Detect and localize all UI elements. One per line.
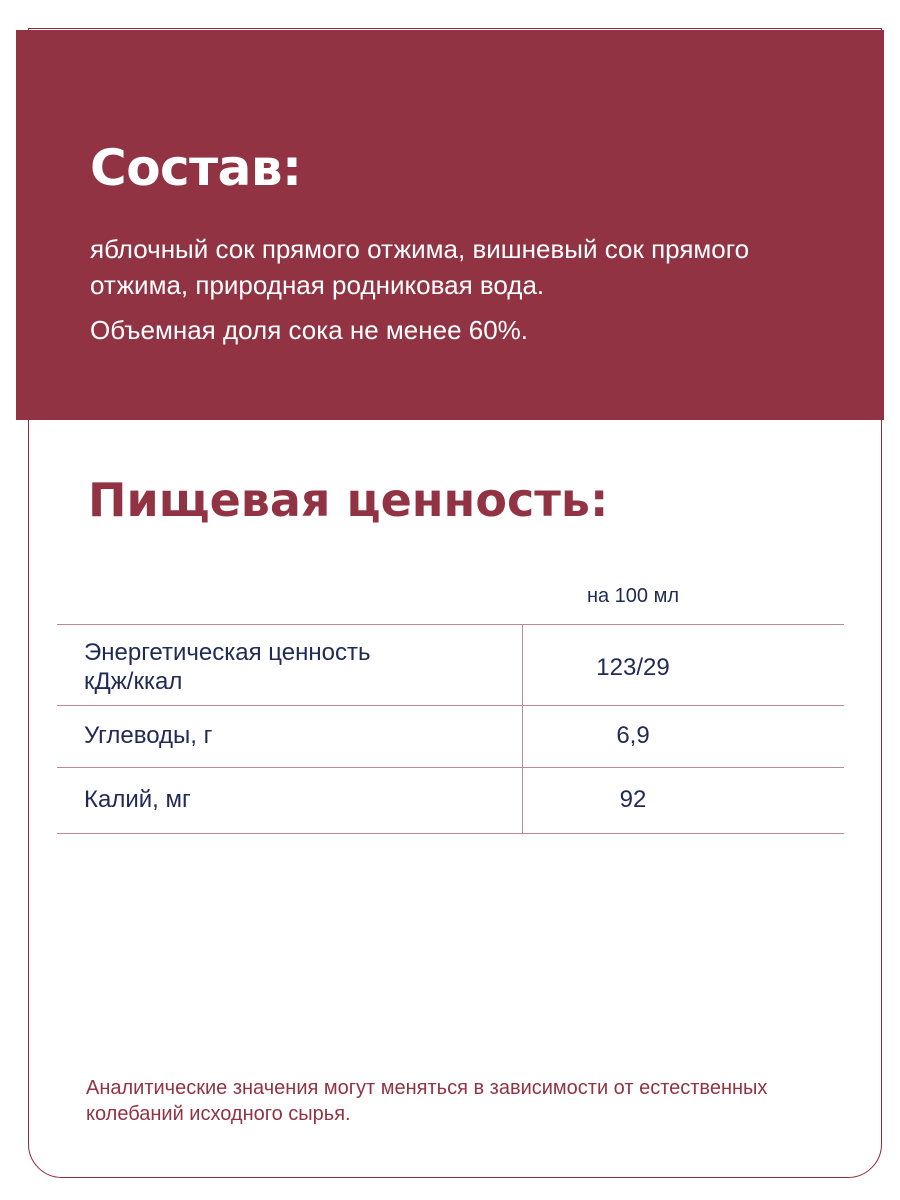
composition-title: Состав:	[90, 139, 302, 197]
energy-label: Энергетическая ценность кДж/ккал	[84, 639, 371, 695]
table-divider-top	[57, 624, 844, 625]
nutrition-title: Пищевая ценность:	[88, 473, 609, 527]
carbohydrates-label: Углеводы, г	[84, 722, 213, 749]
per-100ml-label: на 100 мл	[586, 585, 680, 607]
energy-value: 123/29	[596, 654, 670, 681]
table-divider	[57, 705, 844, 706]
disclaimer-text: Аналитические значения могут меняться в зависимости от естественных колебаний исходного сырья.	[86, 1077, 768, 1125]
potassium-value: 92	[619, 786, 647, 813]
table-divider	[57, 767, 844, 768]
carbohydrates-value: 6,9	[616, 722, 650, 749]
juice-share-note: Объемная доля сока не менее 60%.	[90, 315, 529, 345]
composition-text: яблочный сок прямого отжима, вишневый сок прямого отжима, природная родниковая вода.	[90, 234, 750, 300]
composition-panel	[16, 30, 884, 420]
table-divider-bottom	[57, 833, 844, 834]
potassium-label: Калий, мг	[84, 786, 191, 813]
